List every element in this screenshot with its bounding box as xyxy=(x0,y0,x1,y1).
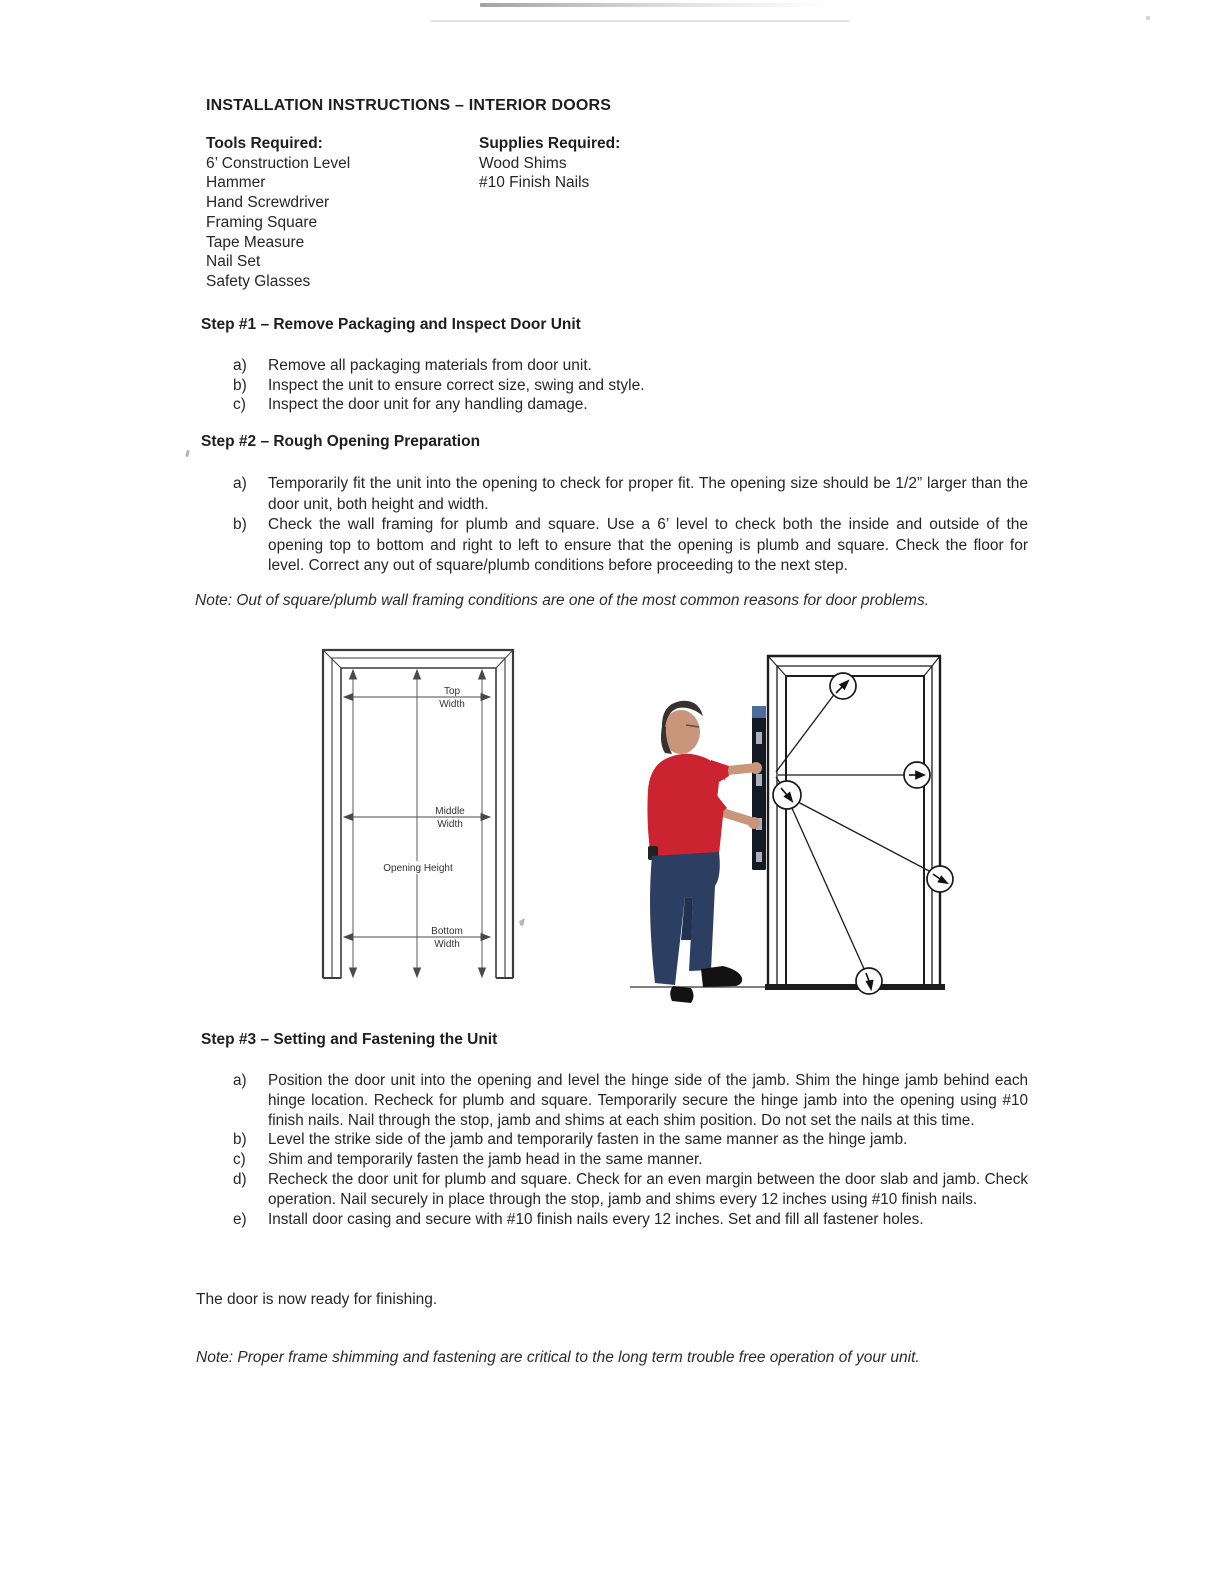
note-square-plumb: Note: Out of square/plumb wall framing conditions are one of the most common reasons for door problems. xyxy=(195,592,930,609)
step1-heading: Step #1 – Remove Packaging and Inspect Door Unit xyxy=(201,316,581,333)
middle-width-label: Width xyxy=(437,819,463,830)
item-text: Inspect the door unit for any handling damage. xyxy=(268,396,588,414)
supply-item: Wood Shims xyxy=(479,154,567,172)
item-label: d) xyxy=(233,1170,247,1188)
tool-item: Framing Square xyxy=(206,213,318,231)
installer-hand xyxy=(750,762,762,774)
installer-forearm xyxy=(721,812,750,821)
door-sill xyxy=(765,984,945,990)
list-item xyxy=(233,1210,1028,1230)
list-item xyxy=(233,1150,1028,1170)
supplies-heading: Supplies Required: xyxy=(479,135,621,152)
step3-heading: Step #3 – Setting and Fastening the Unit xyxy=(201,1031,498,1048)
top-width-label: Top xyxy=(443,686,461,697)
item-text: Level the strike side of the jamb and temporarily fasten in the same manner as the hinge jamb. xyxy=(268,1131,908,1149)
step3-list xyxy=(233,1071,1028,1229)
tool-item: Hammer xyxy=(206,174,266,192)
item-label: c) xyxy=(233,396,246,414)
door-frame-measurement-diagram xyxy=(300,632,530,992)
item-text: Position the door unit into the opening and level the hinge side of the jamb. Shim the hinge jamb behind each hinge location. Recheck for plumb and square. Temporarily secure the hinge jamb into the opening using #10 finish nails. Nail through the stop, jamb and shims at each shim position. Do not set the nails at this time. xyxy=(268,1072,1028,1129)
installer-figure xyxy=(647,701,762,1003)
item-text: Recheck the door unit for plumb and square. Check for an even margin between the door slab and jamb. Check operation. Nail securely in place through the stop, jamb and shims every 12 inches using #10 finish nails. xyxy=(268,1170,1028,1208)
scan-artifact xyxy=(1146,16,1150,20)
door-frame xyxy=(768,656,940,987)
item-label: b) xyxy=(233,516,247,534)
step1-list xyxy=(233,356,1013,415)
list-item xyxy=(233,395,1013,415)
item-label: a) xyxy=(233,475,247,492)
list-item xyxy=(233,376,1013,396)
item-label: b) xyxy=(233,376,247,394)
item-text: Check the wall framing for plumb and square. Use a 6’ level to check both the inside and outside of the opening top to bottom and right to left to ensure that the opening is plumb and square. Check the floor for level. Correct any out of square/plumb conditions before proceeding to the next step. xyxy=(268,516,1028,575)
tool-item: 6’ Construction Level xyxy=(206,154,351,172)
tools-heading: Tools Required: xyxy=(206,135,323,152)
item-text: Install door casing and secure with #10 finish nails every 12 inches. Set and fill all fastener holes. xyxy=(268,1210,924,1228)
checkpoint-arrows xyxy=(781,681,947,989)
closing-line: The door is now ready for finishing. xyxy=(196,1291,438,1308)
bottom-width-label: Bottom xyxy=(431,926,463,937)
item-label: a) xyxy=(233,357,247,374)
step2-list xyxy=(233,474,1028,577)
note-shimming: Note: Proper frame shimming and fastening are critical to the long term trouble free operation of your unit. xyxy=(196,1349,920,1366)
bottom-width-label: Width xyxy=(434,939,460,950)
list-item xyxy=(233,515,1028,577)
installer-hand xyxy=(748,817,760,829)
installer-leveling-photo xyxy=(615,640,965,1015)
item-text: Inspect the unit to ensure correct size, swing and style. xyxy=(268,376,645,394)
item-label: e) xyxy=(233,1210,247,1228)
item-text: Remove all packaging materials from door unit. xyxy=(268,357,592,374)
scan-artifact xyxy=(185,450,190,458)
item-text: Temporarily fit the unit into the opening to check for proper fit. The opening size should be 1/2” larger than the door unit, both height and width. xyxy=(268,475,1028,513)
installer-shoe xyxy=(670,986,693,1003)
tool-item: Nail Set xyxy=(206,253,261,271)
item-label: a) xyxy=(233,1072,247,1089)
item-label: c) xyxy=(233,1151,246,1169)
list-item xyxy=(233,1130,1028,1150)
opening-height-label: Opening Height xyxy=(383,863,453,874)
height-dimension-arrows xyxy=(350,670,486,977)
item-text: Shim and temporarily fasten the jamb head in the same manner. xyxy=(268,1151,703,1169)
item-label: b) xyxy=(233,1131,247,1149)
tool-item: Tape Measure xyxy=(206,233,305,251)
scan-smudge xyxy=(430,20,850,22)
list-item xyxy=(233,1170,1028,1210)
tools-required-list xyxy=(206,134,350,292)
list-item xyxy=(233,474,1028,515)
list-item xyxy=(233,1071,1028,1130)
tool-item: Safety Glasses xyxy=(206,272,311,290)
construction-level xyxy=(752,706,766,870)
step2-heading: Step #2 – Rough Opening Preparation xyxy=(201,433,481,450)
tool-item: Hand Screwdriver xyxy=(206,194,330,212)
middle-width-label: Middle xyxy=(435,806,465,817)
scan-smudge xyxy=(480,3,825,7)
list-item xyxy=(233,356,1013,376)
supplies-required-list xyxy=(479,134,620,193)
top-width-label: Width xyxy=(439,699,465,710)
installer-shoe xyxy=(701,966,742,987)
check-lines xyxy=(776,692,931,971)
supply-item: #10 Finish Nails xyxy=(479,174,590,192)
page-title: INSTALLATION INSTRUCTIONS – INTERIOR DOORS xyxy=(206,97,612,114)
